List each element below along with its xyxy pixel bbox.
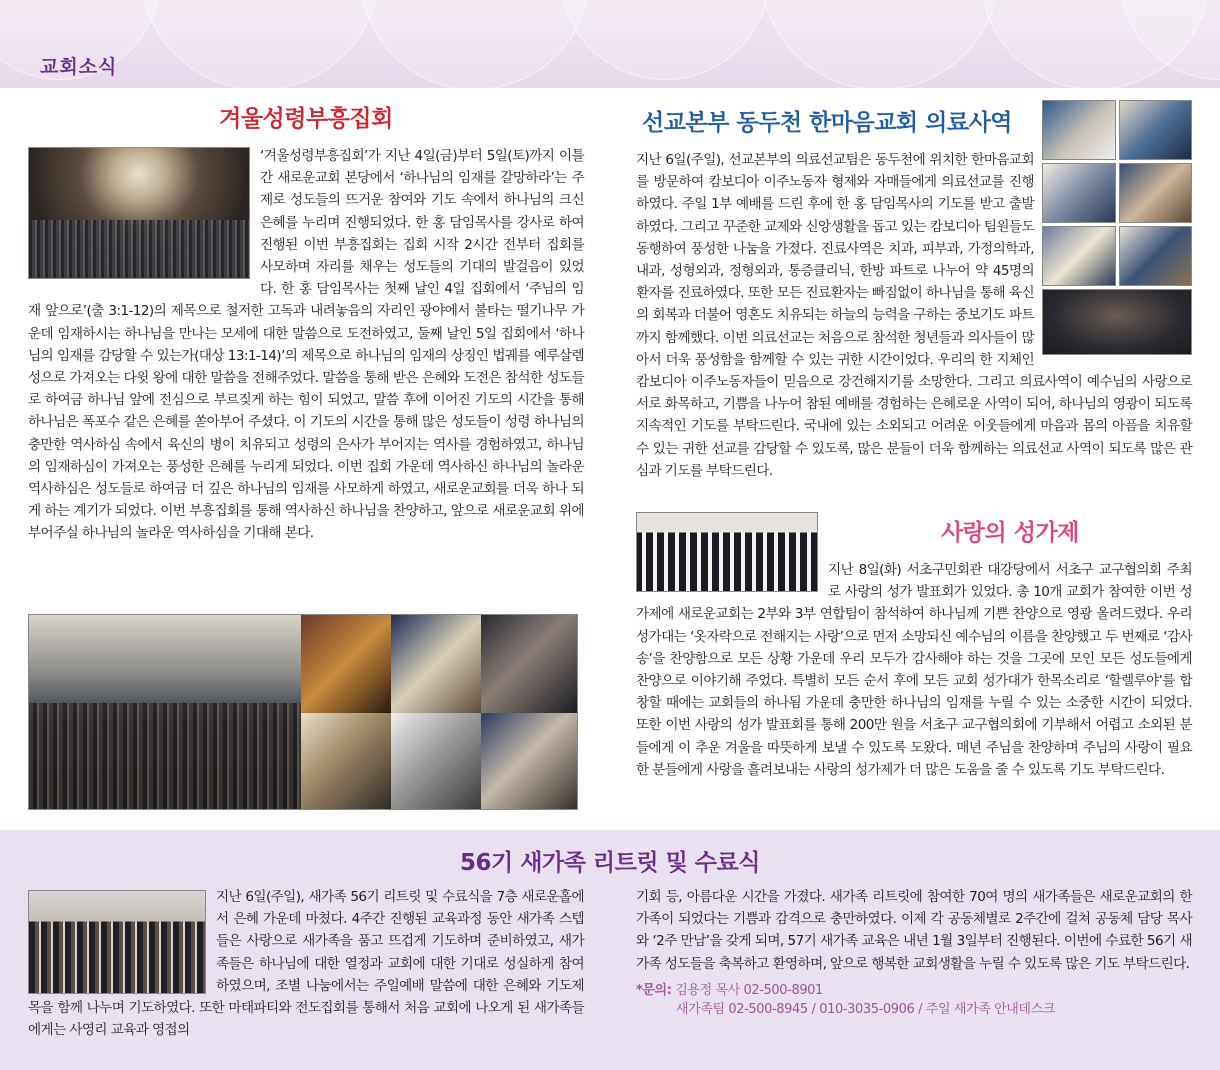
- article-title: 겨울성령부흥집회: [219, 106, 393, 132]
- contact-label: *문의:: [636, 982, 672, 998]
- article-title: 선교본부 동두천 한마음교회 의료사역: [642, 110, 1013, 136]
- collage-photo: [301, 615, 391, 713]
- collage-photo: [391, 713, 481, 810]
- article-body-left: 지난 6일(주일), 새가족 56기 리트릿 및 수료식을 7층 새로운홀에서 은혜 가운데 마쳤다. 4주간 진행된 교육과정 동안 새가족 스텝들은 사랑으로 새가족을 품고 뜨겁게 기도하며 준비하였고, 새가족들은 하나님에 대한 열정과 교회에 대한 기대로 성실하게 참여하였으며, 조별 나눔에서는 주일예배 말씀에 대한 은혜와 기도제목을 함께 나누며 기도하였다. 또한 마태파티와 전도집회를 통해서 처음 교회에 나오게 된 새가족들에게는 사영리 교육과 영접의: [28, 889, 584, 1039]
- medical-group-photo: [1042, 289, 1192, 355]
- article-body-right-column: [636, 886, 1192, 1019]
- collage-photo: [391, 615, 481, 713]
- medical-photo: [1042, 100, 1116, 160]
- decorative-circle: [140, 0, 380, 88]
- article-winter-revival: [28, 100, 584, 545]
- collage-photo: [481, 615, 578, 713]
- contact-info: [636, 981, 1192, 1019]
- section-tag: 교회소식: [40, 56, 118, 78]
- article-body: 지난 6일(주일), 선교본부의 의료선교팀은 동두천에 위치한 한마음교회를 방문하여 캄보디아 이주노동자 형제와 자매들에게 의료선교를 진행하였다. 주일 1부 예배를 드린 후에 한 홍 담임목사의 기도를 받고 출발하였다. 그리고 꾸준한 교제와 신앙생활을 돕고 있는 캄보디아 팀원들도 동행하여 풍성한 나눔을 가졌다. 진료사역은 치과, 피부과, 가정의학과, 내과, 성형외과, 정형외과, 통증클리닉, 한방 파트로 나누어 약 45명의 환자를 진료하였다. 또한 모든 진료환자는 빠짐없이 하나님을 통해 육신의 회복과 더불어 영혼도 치유되는 하늘의 능력을 구하는 중보기도 파트까지 함께했다. 이번 의료선교는 처음으로 참석한 청년들과 의사들이 많아서 더욱 풍성함을 함께할 수 있는 귀한 시간이었다. 우리의 한 지체인 캄보디아 이주노동자들이 믿음으로 강건해지기를 소망한다. 그리고 의료사역이 예수님의 사랑으로 서로 화목하고, 기쁨을 나누어 참된 예배를 경험하는 은혜로운 사역이 되어, 하나님의 영광이 되도록 지속적인 기도를 부탁드린다. 국내에 있는 소외되고 어려운 이웃들에게 마음과 몸의 아픔을 치유할 수 있는 귀한 선교를 감당할 수 있도록, 많은 분들이 더욱 함께하는 의료선교 사역이 되도록 많은 관심과 기도를 부탁드린다.: [636, 152, 1192, 479]
- article-choir-festival: [636, 510, 1192, 781]
- collage-photo-worship: [29, 615, 301, 810]
- article-body: ‘겨울성령부흥집회’가 지난 4일(금)부터 5일(토)까지 이틀간 새로운교회 본당에서 ‘하나님의 임재를 갈망하라’는 주제로 성도들의 뜨거운 참여와 기도 속에서 하나님의 크신 은혜를 누리며 진행되었다. 한 홍 담임목사를 강사로 하여 진행된 이번 부흥집회는 집회 시작 2시간 전부터 집회를 사모하며 자리를 채우는 성도들의 기대의 발걸음이 있었다. 한 홍 담임목사는 첫째 날인 4일 집회에서 ‘주님의 임재 앞으로’(출 3:1-12)의 제목으로 철저한 고독과 내려놓음의 자리인 광야에서 불타는 떨기나무 가운데 임재하시는 하나님을 만나는 모세에 대한 말씀으로 도전하였고, 둘째 날인 5일 집회에서 ‘하나님의 임재를 감당할 수 있는가(대상 13:1-14)’의 제목으로 하나님의 임재의 상징인 법궤를 예루살렘 성으로 가져오는 다윗 왕에 대한 말씀을 전해주었다. 말씀을 통해 받은 은혜와 도전은 참석한 성도들로 하여금 하나님 앞에 전심으로 부르짖게 하는 힘이 되었고, 말씀 후에 이어진 기도의 시간을 통해 하나님은 폭포수 같은 은혜를 쏟아부어 주셨다. 이 기도의 시간을 통해 많은 성도들이 성령 하나님의 충만한 역사하심 속에서 육신의 병이 치유되고 성령의 은사가 부어지는 역사를 경험하였고, 하나님의 임재하심이 가져오는 풍성한 은혜를 누리게 되었다. 이번 집회 가운데 역사하신 하나님의 놀라운 역사하심은 성도들로 하여금 더 깊은 하나님의 임재를 사모하게 하였고, 새로운교회를 더욱 하나 되게 하는 계기가 되었다. 이번 부흥집회를 통해 역사하신 하나님을 찬양하고, 앞으로 새로운교회 위에 부어주실 하나님의 놀라운 역사하심을 기대해 본다.: [28, 148, 584, 542]
- medical-photo: [1042, 163, 1116, 223]
- medical-photo: [1119, 100, 1193, 160]
- medical-photo: [1119, 163, 1193, 223]
- medical-photo: [1042, 226, 1116, 286]
- contact-line-2: 새가족팀 02-500-8945 / 010-3035-0906 / 주일 새가족 안내데스크: [676, 1001, 1055, 1017]
- article-body: 지난 8일(화) 서초구민회관 대강당에서 서초구 교구협의회 주최로 사랑의 성가 발표회가 있었다. 총 10개 교회가 참여한 이번 성가제에 새로운교회는 2부와 3부 연합팀이 참석하여 하나님께 기쁜 찬양으로 영광 올려드렸다. 우리 성가대는 ‘옷자락으로 전해지는 사랑’으로 먼저 소망되신 예수님의 이름을 찬양했고 두 번째로 ‘감사송’을 찬양함으로 모든 상황 가운데 우리 모두가 감사해야 하는 것을 그곳에 모인 모든 성도들에게 찬양으로 이야기해 주었다. 특별히 모든 순서 후에 모든 교회 성가대가 한목소리로 ‘할렐루야’를 합창할 때에는 교회들의 하나됨 가운데 충만한 하나님의 임재를 누릴 수 있는 소중한 시간이 되었다. 또한 이번 사랑의 성가 발표회를 통해 200만 원을 서초구 교구협의회에 기부해서 어렵고 소외된 분들에게 이 추운 겨울을 따뜻하게 보낼 수 있도록 도왔다. 매년 주님을 찬양하며 주님의 사랑이 필요한 분들에게 사랑을 흘려보내는 사랑의 성가제가 더 많은 도움을 줄 수 있도록 기도 부탁드린다.: [636, 562, 1192, 778]
- decorative-circle: [760, 0, 1000, 88]
- article-body-right: 기회 등, 아름다운 시간을 가졌다. 새가족 리트릿에 참여한 70여 명의 새가족들은 새로운교회의 한 가족이 되었다는 기쁨과 감격으로 충만하였다. 이제 각 공동체별로 2주간에 걸쳐 공동체 담당 목사와 ‘2주 만남’을 갖게 되며, 57기 새가족 교육은 내년 1월 3일부터 진행된다. 이번에 수료한 56기 새가족 성도들을 축복하고 환영하며, 앞으로 행복한 교회생활을 누릴 수 있도록 많은 기도 부탁드린다.: [636, 889, 1192, 972]
- medical-photo: [1119, 226, 1193, 286]
- choir-photo: [636, 512, 818, 592]
- decorative-circle: [560, 0, 770, 80]
- article-title: 사랑의 성가제: [941, 520, 1079, 546]
- medical-photo-grid: [1042, 100, 1192, 355]
- article-medical-mission: [636, 100, 1192, 482]
- collage-photo: [481, 713, 578, 810]
- collage-photo: [301, 713, 391, 810]
- new-family-band: [0, 830, 1220, 1070]
- article-title: 56기 새가족 리트릿 및 수료식: [460, 850, 760, 876]
- decorative-circle: [360, 0, 590, 88]
- contact-line-1: 김용정 목사 02-500-8901: [675, 982, 823, 998]
- new-family-group-photo: [28, 890, 206, 994]
- revival-photo-collage: [28, 614, 578, 810]
- article-body-left-column: [28, 886, 584, 1041]
- header-band: [0, 0, 1220, 88]
- revival-photo: [28, 147, 250, 279]
- article-body-container: [28, 145, 584, 545]
